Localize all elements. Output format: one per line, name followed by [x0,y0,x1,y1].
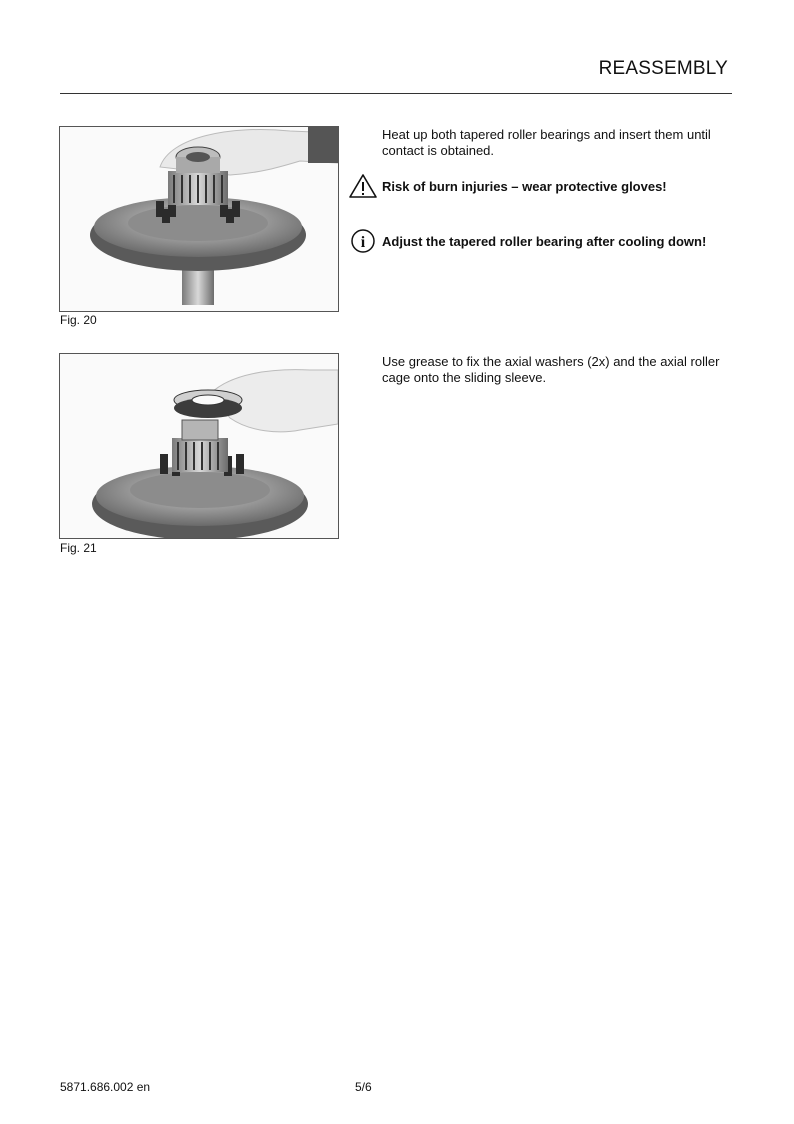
page-number: 5/6 [355,1080,372,1094]
svg-text:i: i [360,234,366,251]
figure-21-photo [59,353,339,539]
burn-warning-notice [348,173,748,199]
warning-triangle-icon [348,173,378,199]
figure-20-caption: Fig. 20 [60,313,97,327]
info-circle-icon [348,228,378,254]
document-number: 5871.686.002 en [60,1080,151,1094]
page-title: REASSEMBLY [598,58,728,79]
instruction-text-fig21: Use grease to fix the axial washers (2x) and the axial roller cage onto the sliding sleeve. [382,354,720,385]
info-notice [348,228,748,254]
info-text: Adjust the tapered roller bearing after cooling down! [382,233,707,249]
figure-21-caption: Fig. 21 [60,541,97,555]
instruction-text-fig20: Heat up both tapered roller bearings and insert them until contact is obtained. [382,127,711,158]
figure-20-photo [59,126,339,312]
header-divider [60,93,732,94]
warning-text: Risk of burn injuries – wear protective gloves! [382,178,667,194]
